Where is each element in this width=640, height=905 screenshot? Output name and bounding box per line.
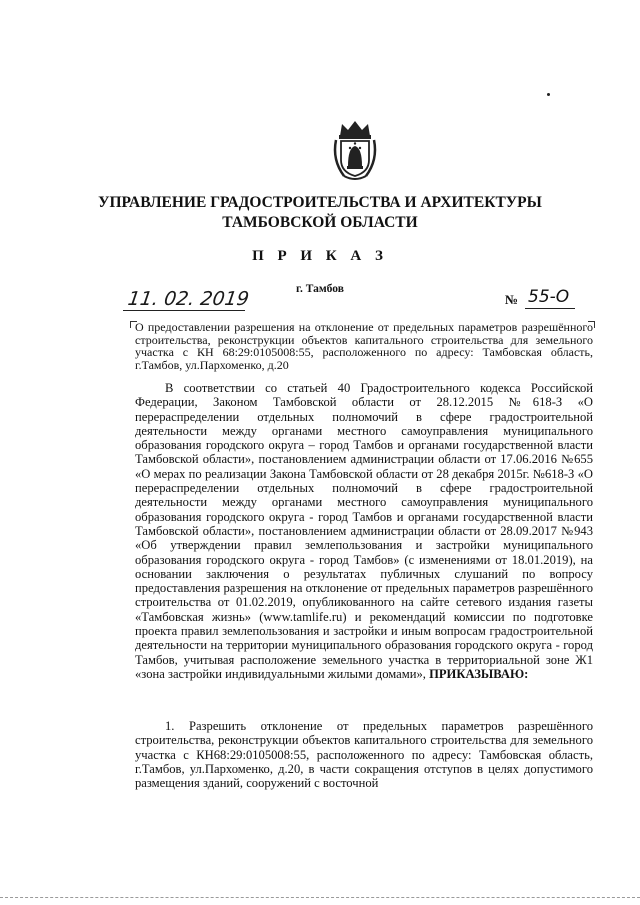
preamble-paragraph: [135, 381, 593, 681]
scan-speck: [547, 93, 550, 96]
organization-name: [0, 193, 640, 233]
organization-line-1: УПРАВЛЕНИЕ ГРАДОСТРОИТЕЛЬСТВА И АРХИТЕКТУРЫ: [98, 194, 542, 211]
number-underline: [525, 308, 575, 309]
order-item-1: 1. Разрешить отклонение от предельных параметров разрешённого строительства, реконструкции объектов капитального строительства для земельного участка с КН68:29:0105008:55, расположенного по адресу: Тамбовская область, г.Тамбов, ул.Пархоменко, д.20, в части сокращения отступов в целях допустимого размещения зданий, сооружений с восточной: [135, 719, 593, 791]
organization-line-2: ТАМБОВСКОЙ ОБЛАСТИ: [222, 214, 418, 231]
handwritten-date: 11. 02. 2019: [126, 288, 251, 310]
number-label: №: [505, 292, 519, 307]
scan-edge-noise: [0, 897, 640, 901]
tambov-coat-of-arms-icon: [330, 118, 380, 182]
document-subject: О предоставлении разрешения на отклонение от предельных параметров разрешённого строительства, реконструкции объектов капитального строительства для земельного участка с КН 68:29:0105008:55, расположенного по адресу: Тамбовская область, г.Тамбов, ул.Пархоменко, д.20: [135, 320, 593, 372]
order-word: ПРИКАЗЫВАЮ:: [429, 666, 529, 681]
document-type-title: П Р И К А З: [252, 248, 388, 264]
preamble-text: В соответствии со статьей 40 Градостроительного кодекса Российской Федерации, Законом Тамбовской области от 28.12.2015 №618-З «О перераспределении отдельных полномочий в сфере градостроительной деятельности между органами местного самоуправления муниципального образования городского округа – город Тамбов и органами государственной власти Тамбовской области», постановлением администрации области от 17.06.2016 №655 «О мерах по реализации Закона Тамбовской области от 28 декабря 2015г. №618-З «О перераспределении отдельных полномочий в сфере градостроительной деятельности между органами местного самоуправления муниципального образования городского округа - город Тамбов и органами государственной власти Тамбовской области», постановлением администрации области от 28.09.2017 №943 «Об утверждении правил землепользования и застройки муниципального образования городского округа - город Тамбов» (с изменениями от 18.01.2019), на основании заключения о результатах публичных слушаний по вопросу предоставления разрешения на отклонение от предельных параметров разрешённого строительства от 01.02.2019, опубликованного на сайте сетевого издания газеты «Тамбовская жизнь» (www.tamlife.ru) и рекомендаций комиссии по подготовке проекта правил землепользования и застройки и иным вопросам градостроительной деятельности на территории муниципального образования городского округа - город Тамбов, учитывая расположение земельного участка в территориальной зоне Ж1 «зона застройки индивидуальными жилыми домами»,: [135, 381, 593, 681]
handwritten-number: 55-О: [528, 287, 570, 307]
date-underline: [123, 310, 245, 311]
city-name: г. Тамбов: [296, 283, 344, 295]
